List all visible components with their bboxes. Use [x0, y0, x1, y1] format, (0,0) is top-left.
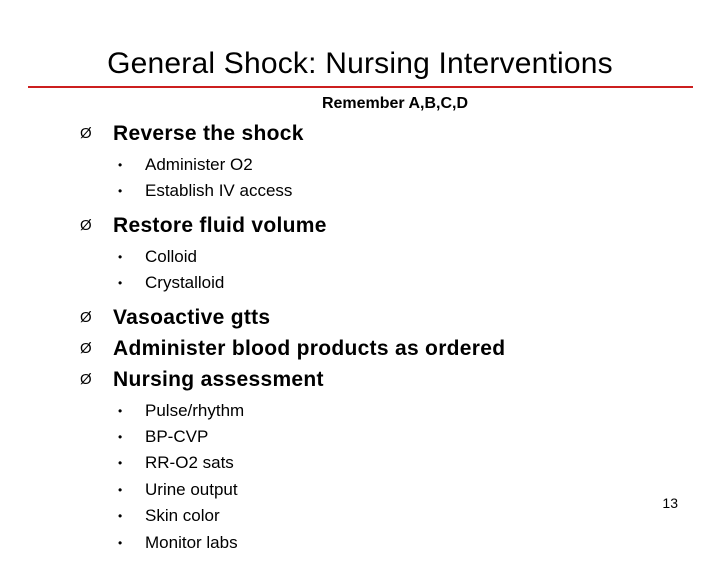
dot-bullet-icon: • [118, 430, 123, 445]
list-item-text: Monitor labs [145, 532, 238, 552]
list-item [80, 244, 700, 270]
dot-bullet-icon: • [118, 158, 123, 172]
list-item-text: RR-O2 sats [145, 453, 234, 473]
list-item [80, 270, 700, 296]
bullet-reverse-shock [80, 118, 700, 149]
list-item-text: Urine output [145, 479, 238, 499]
sublist [80, 398, 700, 556]
list-item-text: Administer O2 [145, 155, 253, 174]
list-item [80, 450, 700, 476]
arrow-bullet-icon: Ø [80, 308, 92, 326]
list-item-text: Crystalloid [145, 273, 225, 293]
bullet-text: Reverse the shock [113, 122, 304, 145]
list-item-text: BP-CVP [145, 427, 209, 447]
list-item [80, 424, 700, 450]
page-number: 13 [662, 495, 678, 511]
dot-bullet-icon: • [118, 249, 123, 264]
bullet-vasoactive [80, 302, 700, 333]
dot-bullet-icon: • [118, 456, 123, 471]
dot-bullet-icon: • [118, 403, 123, 418]
list-item [80, 477, 700, 503]
list-item [80, 398, 700, 424]
bullet-text: Nursing assessment [113, 367, 324, 391]
list-item-text: Establish IV access [145, 181, 293, 201]
dot-bullet-icon: • [118, 535, 123, 550]
list-item [80, 152, 700, 178]
list-item [80, 503, 700, 529]
slide-subtitle: Remember A,B,C,D [321, 95, 469, 112]
list-item-text: Colloid [145, 246, 197, 266]
list-item-text: Pulse/rhythm [145, 400, 245, 420]
bullet-nursing-assessment [80, 364, 700, 395]
sublist [80, 152, 700, 205]
bullet-restore-fluid [80, 210, 700, 241]
arrow-bullet-icon: Ø [80, 339, 92, 357]
sublist [80, 244, 700, 297]
dot-bullet-icon: • [118, 184, 123, 199]
bullet-text: Administer blood products as ordered [113, 336, 506, 360]
list-item [80, 178, 700, 204]
dot-bullet-icon: • [118, 276, 123, 291]
arrow-bullet-icon: Ø [80, 370, 92, 388]
bullet-text: Restore fluid volume [113, 213, 327, 237]
title-underline [28, 86, 693, 88]
dot-bullet-icon: • [118, 509, 123, 524]
arrow-bullet-icon: Ø [80, 125, 92, 142]
dot-bullet-icon: • [118, 482, 123, 497]
bullet-text: Vasoactive gtts [113, 305, 271, 329]
bullet-list [80, 118, 700, 561]
slide-title: General Shock: Nursing Interventions [107, 47, 613, 80]
bullet-blood-products [80, 333, 700, 364]
list-item-text: Skin color [145, 506, 220, 526]
arrow-bullet-icon: Ø [80, 216, 92, 234]
list-item [80, 530, 700, 556]
